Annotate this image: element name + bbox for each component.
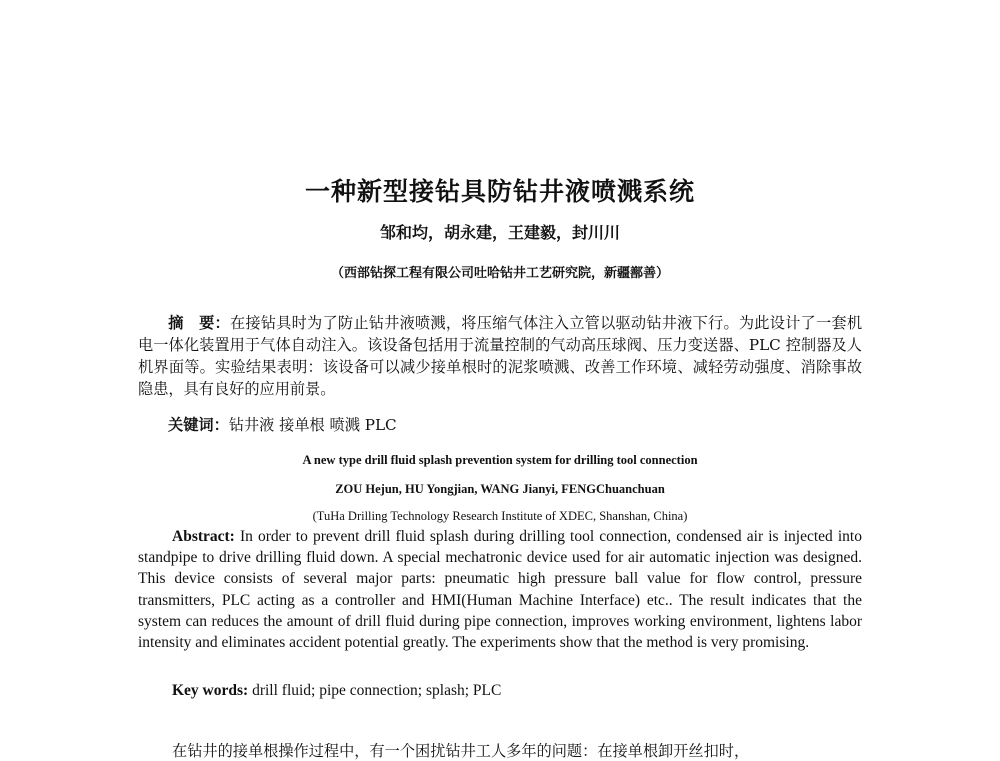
english-title: A new type drill fluid splash prevention system for drilling tool connection (302, 453, 698, 467)
chinese-abstract-text: 在接钻具时为了防止钻井液喷溅，将压缩气体注入立管以驱动钻井液下行。为此设计了一套机电一体化装置用于气体自动注入。该设备包括用于流量控制的气动高压球阀、压力变送器、PLC 控制器及人机界面等。实验结果表明：该设备可以减少接单根时的泥浆喷溅、改善工作环境、减轻劳动强度、消除事故隐患，具有良好的应用前景。 (138, 314, 863, 398)
chinese-abstract-label: 摘 要： (168, 314, 230, 332)
chinese-keywords-text: 钻井液 接单根 喷溅 PLC (228, 416, 397, 434)
english-abstract-label: Abstract: (172, 528, 235, 545)
chinese-affiliation: （西部钻探工程有限公司吐哈钻井工艺研究院，新疆鄯善） (330, 266, 669, 281)
english-keywords-text: drill fluid; pipe connection; splash; PLC (248, 682, 502, 699)
english-abstract-text: In order to prevent drill fluid splash during drilling tool connection, condensed air is injected into standpipe to drive drilling fluid down. A special mechatronic device used for air automatic injection was designed. This device consists of several major parts: pneumatic high pressure ball value for flow control, pressure transmitters, PLC acting as a controller and HMI(Human Machine Interface) etc.. The result indicates that the system can reduces the amount of drill fluid during pipe connection, improves working environment, lightens labor intensity and eliminates accident potential greatly. The experiments show that the method is very promising. (138, 528, 862, 652)
english-affiliation: (TuHa Drilling Technology Research Institute of XDEC, Shanshan, China) (312, 509, 688, 523)
chinese-title: 一种新型接钻具防钻井液喷溅系统 (304, 177, 695, 206)
english-keywords (172, 682, 872, 700)
chinese-keywords-label: 关键词： (168, 416, 229, 434)
english-abstract (138, 526, 862, 653)
chinese-keywords (168, 414, 868, 436)
body-paragraph-first-line: 在钻井的接单根操作过程中，有一个困扰钻井工人多年的问题：在接单根卸开丝扣时， (172, 742, 750, 760)
english-keywords-label: Key words: (172, 682, 249, 699)
english-authors: ZOU Hejun, HU Yongjian, WANG Jianyi, FENGChuanchuan (335, 482, 665, 496)
chinese-abstract (138, 312, 862, 400)
chinese-authors: 邹和均，胡永建，王建毅，封川川 (379, 223, 620, 242)
